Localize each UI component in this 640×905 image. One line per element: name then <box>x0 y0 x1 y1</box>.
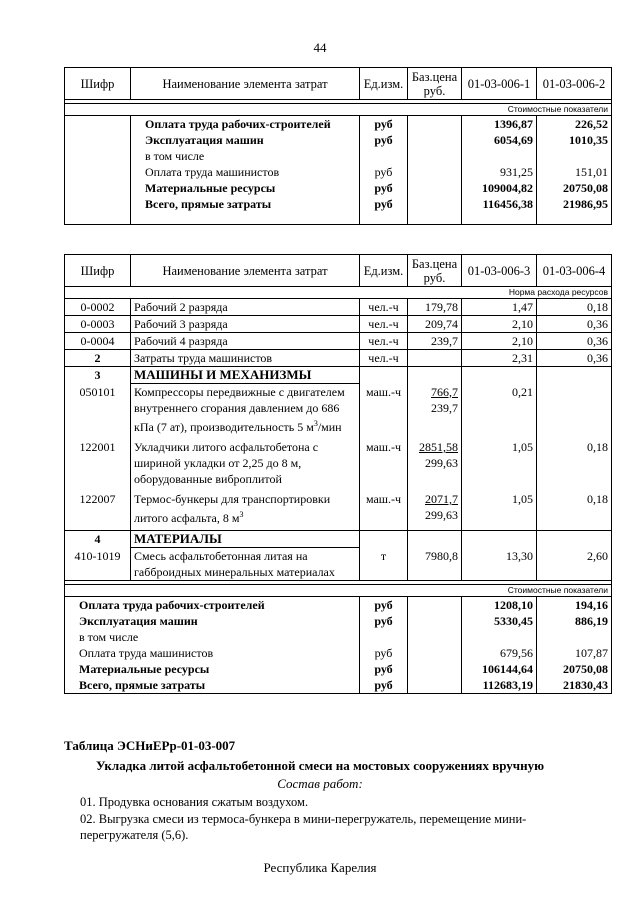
header-code: Шифр <box>65 68 131 100</box>
row-name: Смесь асфальтобетонная литая на габброидных минеральных материалах <box>131 548 360 581</box>
row-unit: руб <box>360 180 408 196</box>
row-value: 0,21 <box>462 384 537 440</box>
row-code: 0-0004 <box>65 333 131 350</box>
row-price: 239,7 <box>408 333 462 350</box>
table-row <box>65 196 612 212</box>
row-unit: руб <box>360 196 408 212</box>
row-value: 109004,82 <box>462 180 537 196</box>
row-name: Эксплуатация машин <box>65 613 360 629</box>
row-price: 179,78 <box>408 299 462 316</box>
row-code: 122007 <box>65 491 131 531</box>
row-value: 2,60 <box>537 548 612 581</box>
row-unit: руб <box>360 132 408 148</box>
row-value: 1,05 <box>462 439 537 491</box>
work-item-1: 01. Продувка основания сжатым воздухом. <box>80 795 309 809</box>
machine-rows <box>65 384 612 531</box>
header-col3: 01-03-006-3 <box>462 255 537 287</box>
row-name: Оплата труда рабочих-строителей <box>65 597 360 614</box>
table-row <box>65 661 612 677</box>
header-name: Наименование элемента затрат <box>131 68 360 100</box>
row-value: 2,10 <box>462 333 537 350</box>
row-name: Рабочий 2 разряда <box>131 299 360 316</box>
row-value: 0,18 <box>537 439 612 491</box>
row-code: 410-1019 <box>65 548 131 581</box>
table-row <box>65 316 612 333</box>
row-value: 0,18 <box>537 299 612 316</box>
table-row <box>65 333 612 350</box>
row-name: Рабочий 3 разряда <box>131 316 360 333</box>
row-unit: маш.-ч <box>360 439 408 491</box>
row-unit: руб <box>360 164 408 180</box>
material-rows <box>65 548 612 581</box>
row-value: 931,25 <box>462 164 537 180</box>
row-name: Эксплуатация машин <box>131 132 360 148</box>
row-value: 1396,87 <box>462 116 537 133</box>
table-row <box>65 148 612 164</box>
header-col2: 01-03-006-2 <box>537 68 612 100</box>
row-value: 5330,45 <box>462 613 537 629</box>
row-price: 209,74 <box>408 316 462 333</box>
table-row <box>65 132 612 148</box>
row-name: Укладчики литого асфальтобетона с шириной укладки от 2,25 до 8 м, оборудованные виброплитой <box>131 439 360 491</box>
row-value: 1,47 <box>462 299 537 316</box>
row-value: 106144,64 <box>462 661 537 677</box>
row-value <box>537 148 612 164</box>
row-value <box>537 384 612 440</box>
row-unit: т <box>360 548 408 581</box>
row-value: 116456,38 <box>462 196 537 212</box>
row-unit <box>360 148 408 164</box>
table-row <box>65 548 612 581</box>
row-name: Оплата труда рабочих-строителей <box>131 116 360 133</box>
row-price: 2851,58 299,63 <box>408 439 462 491</box>
row-value <box>462 148 537 164</box>
header-price: Баз.цена руб. <box>408 68 462 100</box>
row-unit: маш.-ч <box>360 384 408 440</box>
row-value: 0,36 <box>537 333 612 350</box>
table-row <box>65 164 612 180</box>
header-unit: Ед.изм. <box>360 68 408 100</box>
header-col4: 01-03-006-4 <box>537 255 612 287</box>
cost-table-1 <box>64 67 612 225</box>
row-value: 1208,10 <box>462 597 537 614</box>
row-unit: маш.-ч <box>360 491 408 531</box>
row-unit: чел.-ч <box>360 316 408 333</box>
machines-group-row: 3 МАШИНЫ И МЕХАНИЗМЫ <box>65 367 612 384</box>
table-caption: Таблица ЭСНиЕРр-01-03-007 <box>64 738 236 753</box>
row-value: 194,16 <box>537 597 612 614</box>
row-unit <box>360 629 408 645</box>
labor-rows <box>65 299 612 350</box>
row-value: 6054,69 <box>462 132 537 148</box>
row-unit: чел.-ч <box>360 333 408 350</box>
row-unit: руб <box>360 597 408 614</box>
row-value: 13,30 <box>462 548 537 581</box>
header-price: Баз.цена руб. <box>408 255 462 287</box>
row-unit: руб <box>360 116 408 133</box>
header-name: Наименование элемента затрат <box>131 255 360 287</box>
table-row <box>65 613 612 629</box>
row-value: 2,10 <box>462 316 537 333</box>
row-name: Термос-бункеры для транспортировки литого асфальта, 8 $м^3$ <box>131 491 360 531</box>
row-name: в том числе <box>131 148 360 164</box>
resource-table-2 <box>64 254 612 694</box>
table-row <box>65 597 612 614</box>
table-row <box>65 299 612 316</box>
table1-body <box>65 116 612 213</box>
row-value: 226,52 <box>537 116 612 133</box>
row-price: 2071,7 299,63 <box>408 491 462 531</box>
row-value: 107,87 <box>537 645 612 661</box>
footer-region: Республика Карелия <box>263 860 377 875</box>
row-name: Оплата труда машинистов <box>65 645 360 661</box>
table-row <box>65 491 612 531</box>
row-value: 0,18 <box>537 491 612 531</box>
row-value: 20750,08 <box>537 180 612 196</box>
section-label: Стоимостные показатели <box>65 104 612 116</box>
table-row <box>65 439 612 491</box>
row-unit: руб <box>360 613 408 629</box>
cost-rows <box>65 597 612 694</box>
table-row <box>65 116 612 133</box>
work-heading: Состав работ: <box>277 776 363 791</box>
row-name: Материальные ресурсы <box>65 661 360 677</box>
materials-group-row: 4 МАТЕРИАЛЫ <box>65 531 612 548</box>
header-unit: Ед.изм. <box>360 255 408 287</box>
work-item-2: 02. Выгрузка смеси из термоса-бункера в мини-перегружатель, перемещение мини-перегружателя (5,6). <box>80 812 527 842</box>
row-name: Рабочий 4 разряда <box>131 333 360 350</box>
row-code: 050101 <box>65 384 131 440</box>
row-name: в том числе <box>65 629 360 645</box>
row-value: 1010,35 <box>537 132 612 148</box>
row-unit: чел.-ч <box>360 299 408 316</box>
row-value: 112683,19 <box>462 677 537 694</box>
row-unit: руб <box>360 661 408 677</box>
row-unit: руб <box>360 677 408 694</box>
section-cost-label: Стоимостные показатели <box>65 585 612 597</box>
table-row <box>65 180 612 196</box>
row-value <box>537 629 612 645</box>
table-row <box>65 629 612 645</box>
table-title: Укладка литой асфальтобетонной смеси на мостовых сооружениях вручную <box>95 758 545 773</box>
row-price: 7980,8 <box>408 548 462 581</box>
row-value: 20750,08 <box>537 661 612 677</box>
section-norm-label: Норма расхода ресурсов <box>65 287 612 299</box>
table-row <box>65 384 612 440</box>
row-value: 886,19 <box>537 613 612 629</box>
table-row <box>65 645 612 661</box>
row-name: Оплата труда машинистов <box>131 164 360 180</box>
row-name: Компрессоры передвижные с двигателем внутреннего сгорания давлением до 686 кПа (7 ат), производительность 5 $м^3$/мин <box>131 384 360 440</box>
row-name: Всего, прямые затраты <box>65 677 360 694</box>
row-value <box>462 629 537 645</box>
row-code: 0-0002 <box>65 299 131 316</box>
header-code: Шифр <box>65 255 131 287</box>
row-value: 679,56 <box>462 645 537 661</box>
row-value: 21986,95 <box>537 196 612 212</box>
row-value: 0,36 <box>537 316 612 333</box>
machinists-row: 2 Затраты труда машинистов чел.-ч 2,31 0,36 <box>65 350 612 367</box>
page-number: 44 <box>313 40 327 55</box>
row-unit: руб <box>360 645 408 661</box>
header-col1: 01-03-006-1 <box>462 68 537 100</box>
row-value: 21830,43 <box>537 677 612 694</box>
table-row <box>65 677 612 694</box>
row-code: 122001 <box>65 439 131 491</box>
row-price: 766,7 239,7 <box>408 384 462 440</box>
row-value: 1,05 <box>462 491 537 531</box>
row-code: 0-0003 <box>65 316 131 333</box>
row-name: Всего, прямые затраты <box>131 196 360 212</box>
row-value: 151,01 <box>537 164 612 180</box>
row-name: Материальные ресурсы <box>131 180 360 196</box>
